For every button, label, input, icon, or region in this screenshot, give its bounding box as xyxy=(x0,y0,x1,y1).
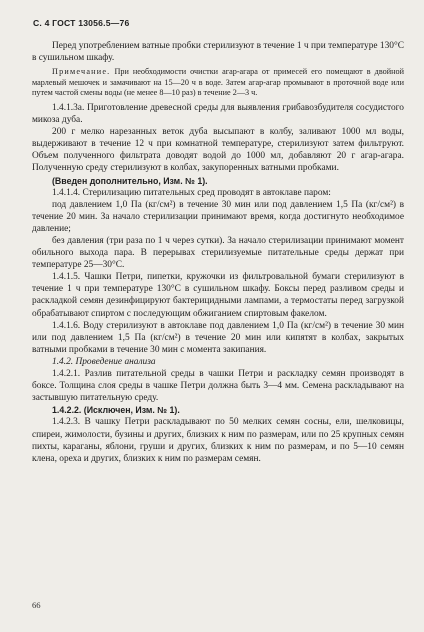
paragraph-under-pressure: под давлением 1,0 Па (кг/см²) в течение 30 мин или под давлением 1,5 Па (кг/см²) в течение 20 мин. За начало стерилизации принимают время, когда достигнуто необходимое давление; xyxy=(32,199,404,234)
paragraph-cotton-plugs: Перед употреблением ватные пробки стерилизуют в течение 1 ч при температуре 130°С в сушильном шкафу. xyxy=(32,41,404,64)
paragraph-1-4-2-2: 1.4.2.2. (Исключен, Изм. № 1). xyxy=(52,405,180,416)
page-number: 66 xyxy=(32,600,41,610)
note xyxy=(32,67,404,99)
paragraph-without-pressure: без давления (три раза по 1 ч через сутки). За начало стерилизации принимают момент обильного выхода пара. В перерывах стерилизуемые питательные среды держат при температуре 25—30°С. xyxy=(32,236,404,271)
document-body xyxy=(32,40,404,465)
paragraph-oak-medium: 200 г мелко нарезанных веток дуба высыпают в колбу, заливают 1000 мл воды, выдерживают в течение 12 ч при комнатной температуре, стерилизуют затем фильтруют. Объем полученного фильтрата доводят водой до 1000 мл, добавляют 20 г агар-агара. Полученную среду стерилизуют в колбах, закупоренных ватными пробками. xyxy=(32,127,404,174)
paragraph-1-4-1-6: 1.4.1.6. Воду стерилизуют в автоклаве под давлением 1,0 Па (кг/см²) в течение 30 мин или под давлением 1,5 Па (кг/см²) в течение 20 мин или кипятят в колбах, закрытых ватными пробками в течение 30 мин с момента закипания. xyxy=(32,320,404,355)
paragraph-1-4-1-5: 1.4.1.5. Чашки Петри, пипетки, кружочки из фильтровальной бумаги стерилизуют в течение 1 ч при температуре 130°С в сушильном шкафу. Боксы перед разливом среды и раскладкой семян дезинфицируют бактерицидными лампами, а термостаты перед загрузкой обрабатывают спиртом с последующим обжиганием спиртовым факелом. xyxy=(32,272,404,319)
paragraph-1-4-1-3a: 1.4.1.3а. Приготовление древесной среды для выявления грибавозбудителя сосудистого микоза дуба. xyxy=(32,102,404,126)
section-heading-analysis: 1.4.2. Проведение анализа xyxy=(52,356,156,367)
page-header: С. 4 ГОСТ 13056.5—76 xyxy=(33,18,130,28)
note-label: Примечание. xyxy=(52,67,111,77)
paragraph-1-4-2-1: 1.4.2.1. Разлив питательной среды в чашки Петри и раскладку семян производят в боксе. Толщина слоя среды в чашке Петри должна быть 3—4 мм. Семена раскладывают на застывшую питательную среду. xyxy=(32,369,404,404)
paragraph-1-4-2-3: 1.4.2.3. В чашку Петри раскладывают по 50 мелких семян сосны, ели, шелковицы, спиреи, жимолости, бузины и других, близких к ним по размерам, или по 25 крупных семян пихты, караганы, яблони, груши и других, близких к ним по размерам, и по 5—10 семян клена, ореха и других, близких к ним по размерам семян. xyxy=(32,417,404,464)
amendment-note-1: (Введен дополнительно, Изм. № 1). xyxy=(52,175,208,186)
note-text: При необходимости очистки агар-агара от примесей его помещают в двойной марлевый мешочек и замачивают на 15—20 ч в воде. Затем агар-агар промывают в проточной воде или путем частой смены воды (не менее 8—10 раз) в течение 2—3 ч. xyxy=(32,67,404,98)
paragraph-1-4-1-4: 1.4.1.4. Стерилизацию питательных сред проводят в автоклаве паром: xyxy=(52,187,331,198)
